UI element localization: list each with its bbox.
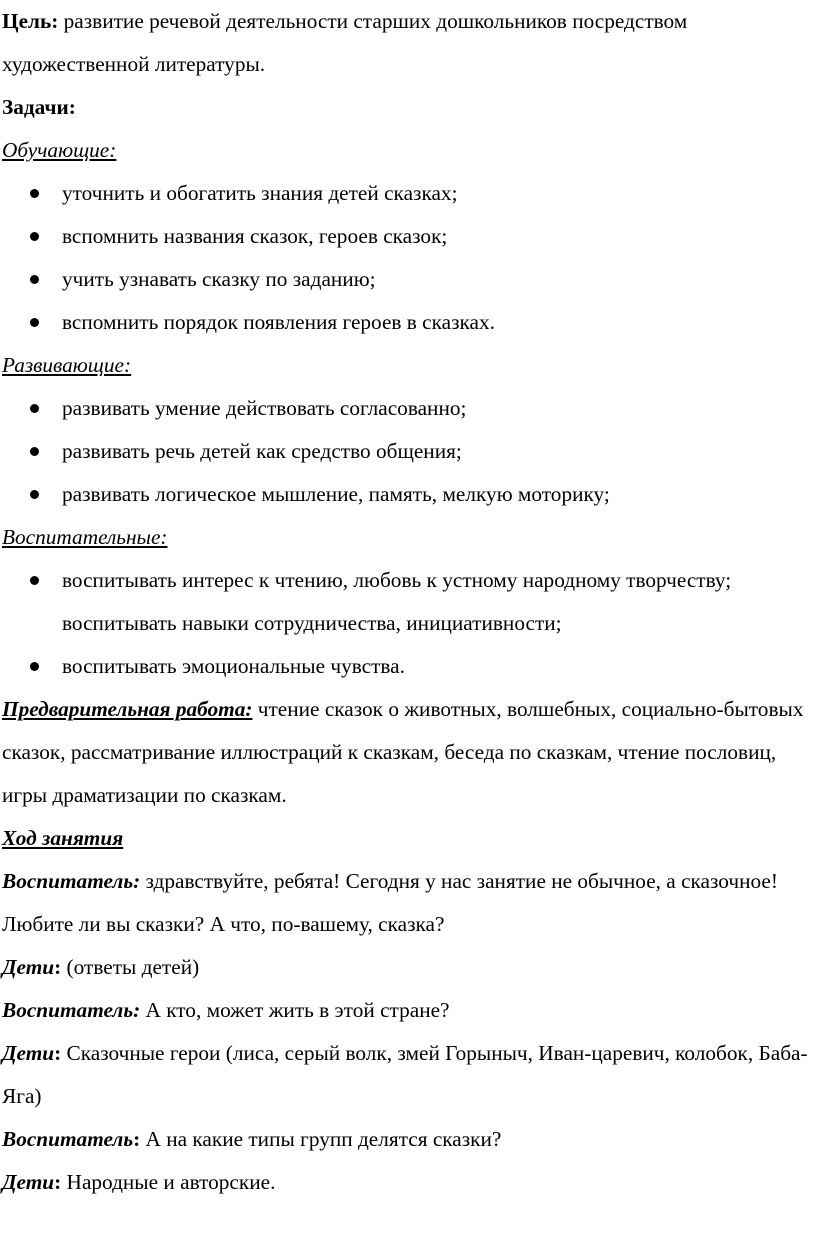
goal-label: Цель: <box>2 9 59 33</box>
prep-label: Предварительная работа: <box>2 697 253 721</box>
list-item <box>2 301 808 344</box>
prep-text: чтение сказок о животных, волшебных, социально-бытовых сказок, рассматривание иллюстраций к сказкам, беседа по сказкам, чтение пословиц, игры драматизации по сказкам. <box>2 697 804 807</box>
speaker-label: Воспитатель <box>2 1127 134 1151</box>
list-item-text: вспомнить названия сказок, героев сказок; <box>62 224 448 248</box>
list-item <box>2 430 808 473</box>
list-item <box>2 559 808 645</box>
bullet-icon <box>30 404 39 413</box>
dialogue-line <box>2 860 808 903</box>
bullet-icon <box>30 318 39 327</box>
developing-heading: Развивающие: <box>2 353 132 377</box>
bullet-icon <box>30 662 39 671</box>
bullet-icon <box>30 275 39 284</box>
document-page <box>2 0 808 1204</box>
dialogue-text: Народные и авторские. <box>61 1170 276 1194</box>
speaker-label: Дети <box>2 955 55 979</box>
speaker-label: Дети <box>2 1041 55 1065</box>
list-item-text: воспитывать эмоциональные чувства. <box>62 654 405 678</box>
bullet-icon <box>30 189 39 198</box>
dialogue-text: Любите ли вы сказки? А что, по-вашему, сказка? <box>2 912 445 936</box>
list-item <box>2 473 808 516</box>
dialogue-text: здравствуйте, ребята! Сегодня у нас занятие не обычное, а сказочное! <box>140 869 778 893</box>
bullet-icon <box>30 447 39 456</box>
dialogue-text: Сказочные герои (лиса, серый волк, змей Горыныч, Иван-царевич, колобок, Баба-Яга) <box>2 1041 808 1108</box>
dialogue-text: А кто, может жить в этой стране? <box>140 998 450 1022</box>
list-item <box>2 258 808 301</box>
dialogue-line <box>2 1161 808 1204</box>
dialogue-text: (ответы детей) <box>61 955 200 979</box>
speaker-label: Воспитатель: <box>2 869 141 893</box>
list-item <box>2 215 808 258</box>
list-item-text: развивать умение действовать согласованно; <box>62 396 467 420</box>
speaker-label: Воспитатель: <box>2 998 141 1022</box>
goal-paragraph <box>2 0 808 86</box>
list-item-text: вспомнить порядок появления героев в сказках. <box>62 310 495 334</box>
dialogue-line <box>2 1032 808 1118</box>
dialogue-line <box>2 903 808 946</box>
list-item-text: развивать логическое мышление, память, мелкую моторику; <box>62 482 610 506</box>
list-item <box>2 172 808 215</box>
speaker-label: Дети <box>2 1170 55 1194</box>
dialogue-line <box>2 989 808 1032</box>
list-item-text: учить узнавать сказку по заданию; <box>62 267 376 291</box>
list-item <box>2 645 808 688</box>
speaker-colon: : <box>54 1170 62 1194</box>
tasks-heading: Задачи: <box>2 95 76 119</box>
teaching-list <box>2 172 808 344</box>
dialogue-text: А на какие типы групп делятся сказки? <box>140 1127 502 1151</box>
speaker-colon: : <box>54 955 62 979</box>
lesson-heading: Ход занятия <box>2 826 124 850</box>
dialogue-line <box>2 1118 808 1161</box>
educating-heading: Воспитательные: <box>2 525 168 549</box>
list-item-text: развивать речь детей как средство общения; <box>62 439 462 463</box>
bullet-icon <box>30 232 39 241</box>
dialogue-line <box>2 946 808 989</box>
list-item-text: воспитывать интерес к чтению, любовь к устному народному творчеству; воспитывать навыки сотрудничества, инициативности; <box>62 568 732 635</box>
prep-paragraph <box>2 688 808 817</box>
educating-list <box>2 559 808 688</box>
bullet-icon <box>30 576 39 585</box>
goal-text: развитие речевой деятельности старших дошкольников посредством художественной литературы. <box>2 9 688 76</box>
list-item <box>2 387 808 430</box>
speaker-colon: : <box>54 1041 62 1065</box>
bullet-icon <box>30 490 39 499</box>
speaker-colon: : <box>133 1127 141 1151</box>
teaching-heading: Обучающие: <box>2 138 117 162</box>
developing-list <box>2 387 808 516</box>
list-item-text: уточнить и обогатить знания детей сказках; <box>62 181 458 205</box>
